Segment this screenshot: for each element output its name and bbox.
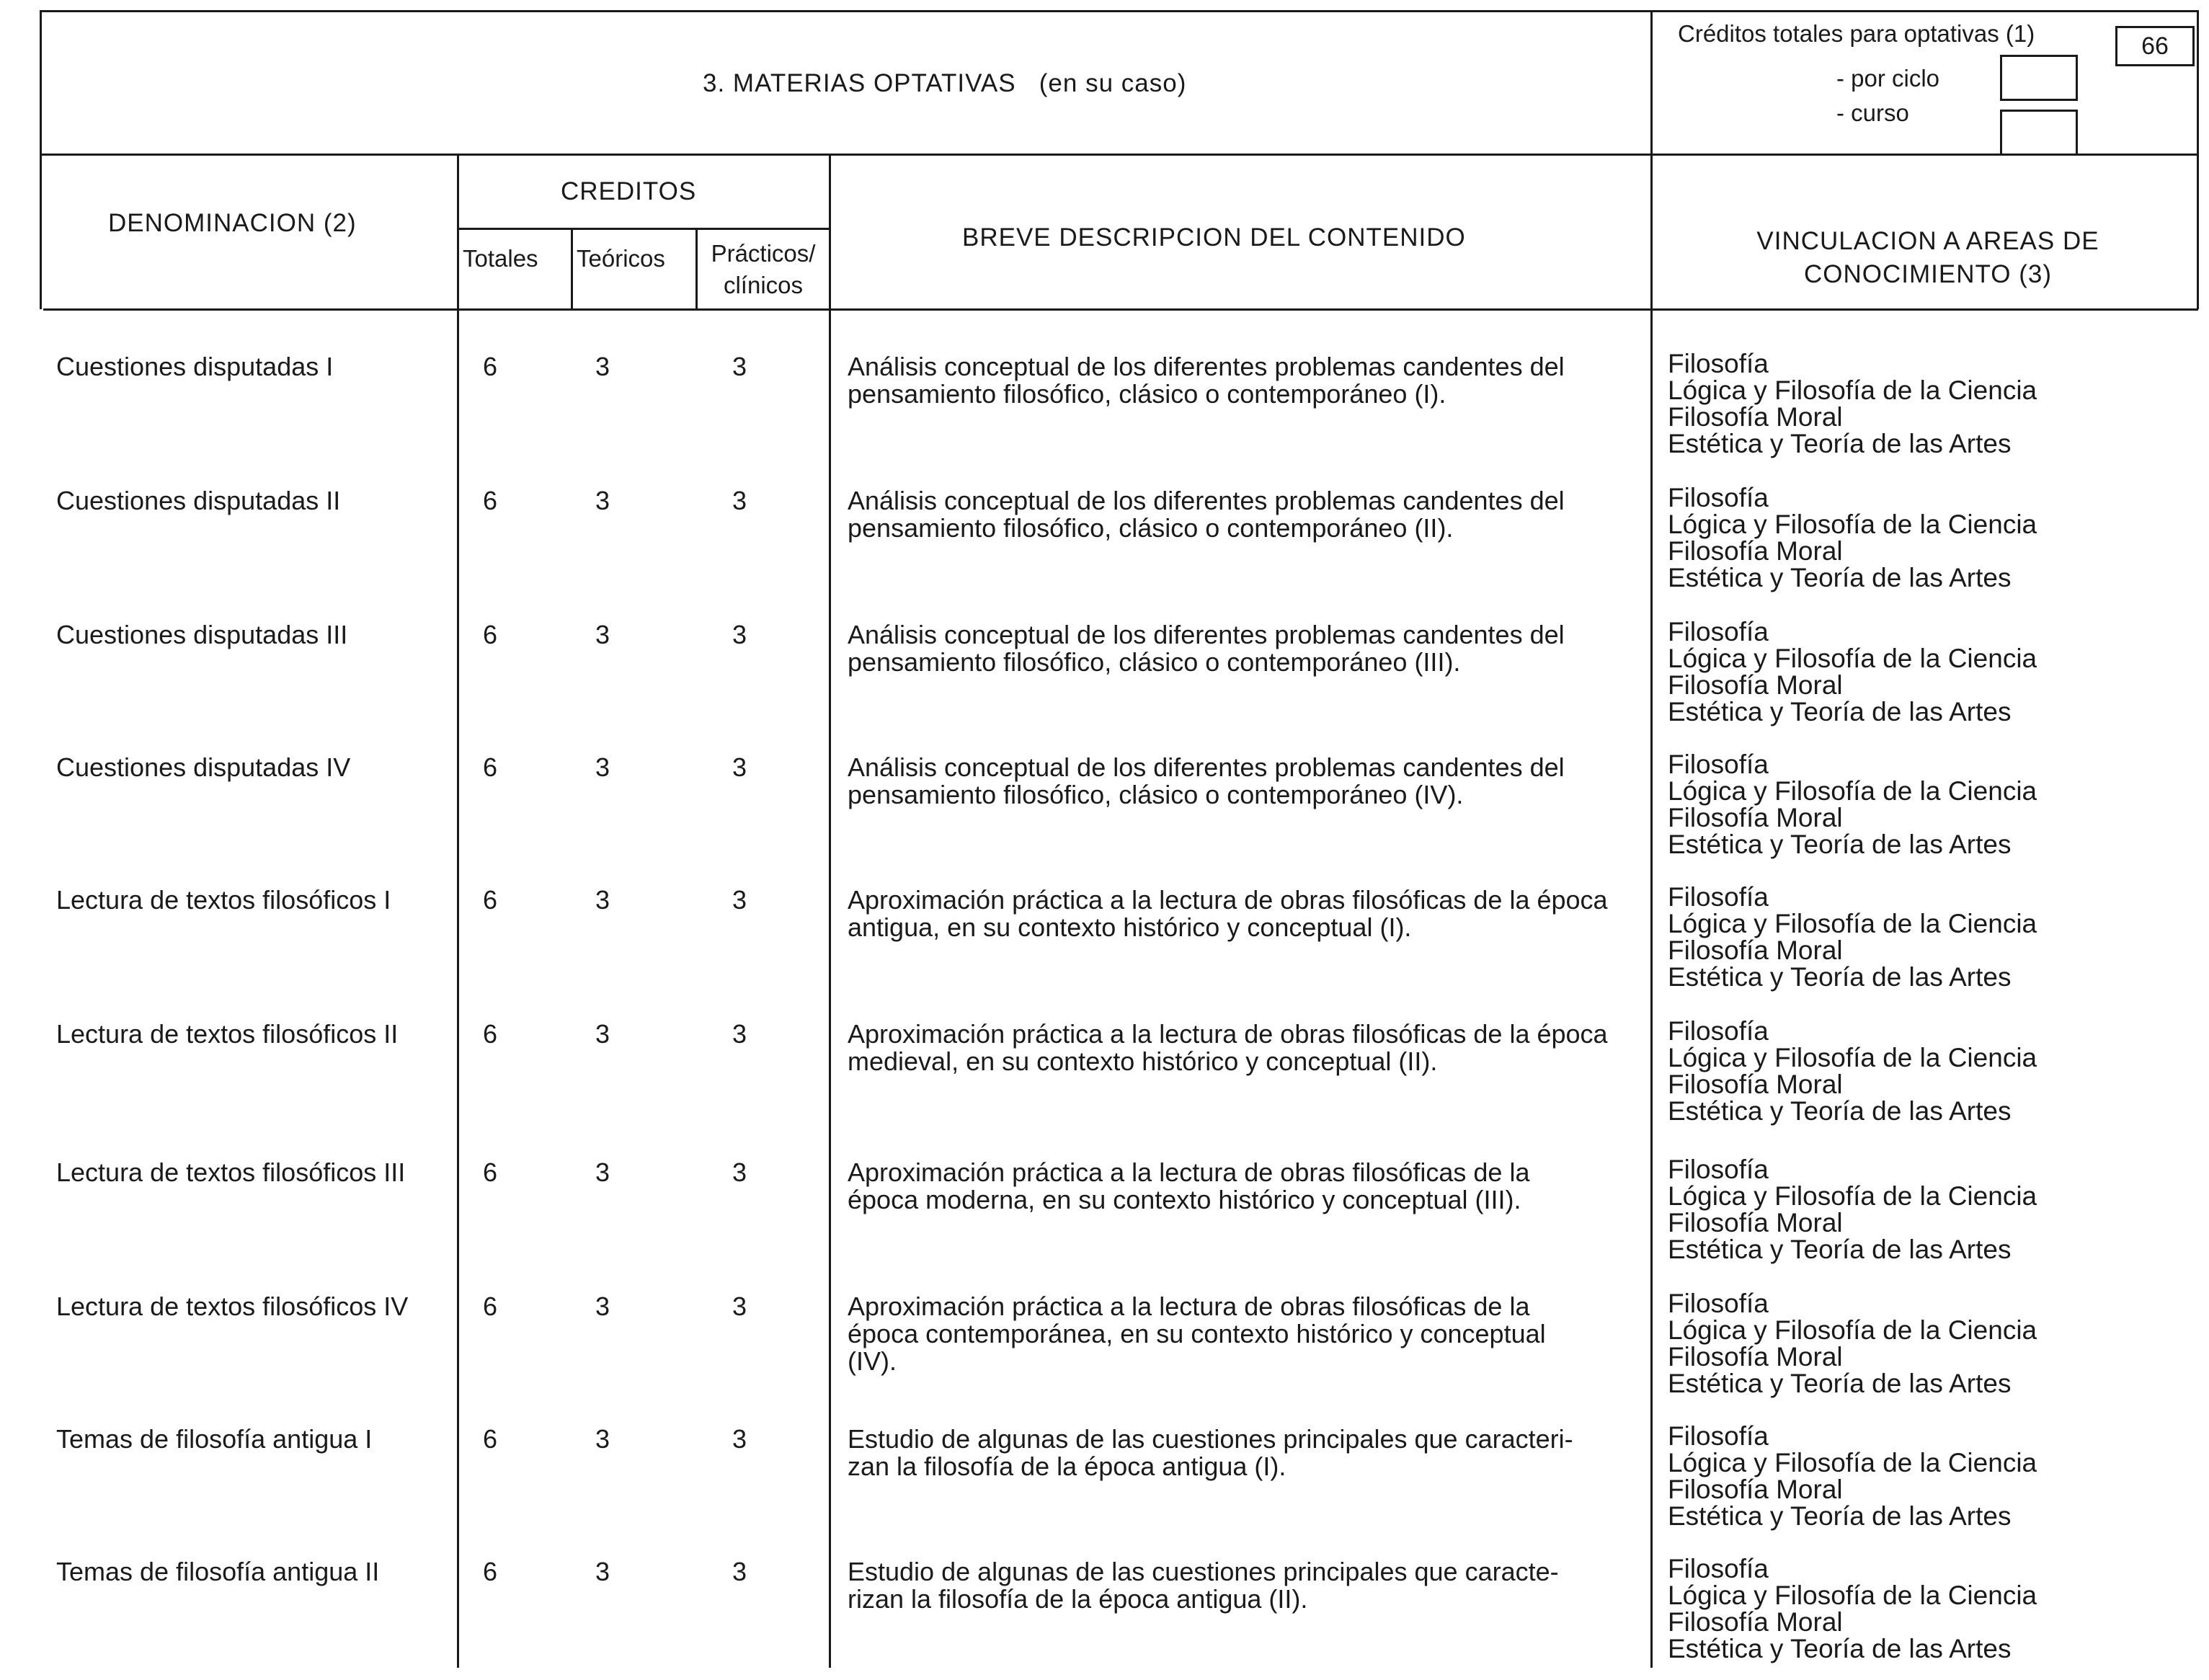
course-description — [848, 754, 1565, 809]
knowledge-areas — [1668, 884, 2037, 990]
knowledge-areas — [1668, 618, 2037, 725]
knowledge-area-item: Filosofía — [1668, 617, 1769, 646]
knowledge-area-item: Filosofía — [1668, 1554, 1769, 1583]
knowledge-area-item: Lógica y Filosofía de la Ciencia — [1668, 1315, 2037, 1345]
knowledge-area-item: Estética y Teoría de las Artes — [1668, 1501, 2012, 1531]
credits-totales: 6 — [483, 620, 498, 649]
course-description-line: Análisis conceptual de los diferentes problemas candentes del — [848, 752, 1565, 782]
section-title — [703, 69, 1186, 98]
credits-totales: 6 — [483, 752, 498, 782]
course-name: Cuestiones disputadas III — [56, 620, 348, 649]
course-name: Lectura de textos filosóficos II — [56, 1019, 399, 1049]
knowledge-area-item: Filosofía Moral — [1668, 803, 1843, 832]
header-teoricos: Teóricos — [577, 245, 665, 272]
course-description-line: Aproximación práctica a la lectura de obras filosóficas de la época — [848, 1019, 1608, 1049]
course-description-line: pensamiento filosófico, clásico o contemporáneo (III). — [848, 647, 1461, 677]
header-descripcion: BREVE DESCRIPCION DEL CONTENIDO — [962, 223, 1466, 252]
header-practicos-line1: Prácticos/ — [711, 240, 816, 267]
course-description-line: pensamiento filosófico, clásico o contemporáneo (I). — [848, 379, 1446, 409]
credits-practicos: 3 — [732, 1557, 747, 1586]
knowledge-area-item: Filosofía Moral — [1668, 1208, 1843, 1237]
course-description — [848, 1558, 1559, 1613]
knowledge-areas — [1668, 1156, 2037, 1263]
curso-box — [2000, 110, 2078, 156]
course-name: Temas de filosofía antigua II — [56, 1557, 380, 1586]
knowledge-area-item: Filosofía — [1668, 483, 1769, 512]
course-description-line: antigua, en su contexto histórico y conceptual (I). — [848, 912, 1412, 942]
knowledge-area-item: Estética y Teoría de las Artes — [1668, 830, 2012, 859]
course-description — [848, 1021, 1608, 1075]
knowledge-area-item: Filosofía Moral — [1668, 402, 1843, 432]
knowledge-area-item: Filosofía Moral — [1668, 1342, 1843, 1372]
course-description-line: pensamiento filosófico, clásico o contemporáneo (II). — [848, 513, 1454, 543]
knowledge-areas — [1668, 1423, 2037, 1529]
course-description-line: época contemporánea, en su contexto histórico y conceptual — [848, 1319, 1546, 1348]
course-description-line: Análisis conceptual de los diferentes problemas candentes del — [848, 352, 1565, 381]
course-name: Lectura de textos filosóficos I — [56, 885, 391, 915]
col-divider-denominacion — [457, 154, 459, 1668]
credits-totales: 6 — [483, 486, 498, 515]
course-description — [848, 621, 1565, 676]
knowledge-area-item: Estética y Teoría de las Artes — [1668, 1369, 2012, 1398]
header-vinculacion-line2: CONOCIMIENTO (3) — [1804, 260, 2052, 288]
knowledge-area-item: Filosofía Moral — [1668, 536, 1843, 566]
credits-practicos: 3 — [732, 1424, 747, 1454]
credits-totales: 6 — [483, 1292, 498, 1321]
header-denominacion: DENOMINACION (2) — [108, 209, 357, 237]
creditos-subheader-divider — [457, 228, 829, 230]
credits-teoricos: 3 — [595, 752, 610, 782]
credits-practicos: 3 — [732, 352, 747, 381]
credits-teoricos: 3 — [595, 1019, 610, 1049]
credits-totales: 6 — [483, 1019, 498, 1049]
course-description — [848, 1159, 1529, 1214]
knowledge-area-item: Filosofía Moral — [1668, 935, 1843, 965]
credits-totales: 6 — [483, 885, 498, 915]
course-description-line: Análisis conceptual de los diferentes problemas candentes del — [848, 620, 1565, 649]
credits-practicos: 3 — [732, 1292, 747, 1321]
col-divider-descripcion — [1650, 10, 1653, 1668]
course-description-line: zan la filosofía de la época antigua (I). — [848, 1452, 1286, 1481]
credits-practicos: 3 — [732, 1157, 747, 1187]
credits-total-label: Créditos totales para optativas (1) — [1678, 20, 2035, 47]
credits-practicos: 3 — [732, 486, 747, 515]
course-description-line: Aproximación práctica a la lectura de obras filosóficas de la — [848, 1292, 1530, 1321]
credits-teoricos: 3 — [595, 1157, 610, 1187]
top-border — [40, 10, 2198, 12]
knowledge-area-item: Filosofía — [1668, 882, 1769, 912]
knowledge-area-item: Filosofía — [1668, 1016, 1769, 1046]
knowledge-areas — [1668, 350, 2037, 457]
knowledge-area-item: Lógica y Filosofía de la Ciencia — [1668, 510, 2037, 539]
course-description-line: pensamiento filosófico, clásico o contemporáneo (IV). — [848, 780, 1464, 809]
knowledge-area-item: Estética y Teoría de las Artes — [1668, 962, 2012, 992]
knowledge-area-item: Estética y Teoría de las Artes — [1668, 1634, 2012, 1663]
course-description — [848, 487, 1565, 542]
knowledge-area-item: Lógica y Filosofía de la Ciencia — [1668, 909, 2037, 938]
knowledge-areas — [1668, 1018, 2037, 1124]
knowledge-areas — [1668, 1555, 2037, 1662]
knowledge-areas — [1668, 751, 2037, 858]
credits-practicos: 3 — [732, 885, 747, 915]
knowledge-area-item: Filosofía Moral — [1668, 1607, 1843, 1637]
course-description-line: (IV). — [848, 1346, 897, 1376]
credits-teoricos: 3 — [595, 885, 610, 915]
header-creditos: CREDITOS — [561, 177, 697, 205]
course-name: Temas de filosofía antigua I — [56, 1424, 373, 1454]
col-divider-creditos — [829, 154, 831, 1668]
curso-label: - curso — [1836, 99, 1909, 126]
header-totales: Totales — [463, 245, 538, 272]
col-divider-totales — [571, 228, 573, 309]
credits-total-box — [2115, 26, 2195, 66]
knowledge-area-item: Estética y Teoría de las Artes — [1668, 697, 2012, 726]
header-vinculacion — [1658, 225, 2198, 291]
credits-totales: 6 — [483, 1157, 498, 1187]
knowledge-area-item: Lógica y Filosofía de la Ciencia — [1668, 375, 2037, 405]
course-description-line: Análisis conceptual de los diferentes problemas candentes del — [848, 486, 1565, 515]
credits-practicos: 3 — [732, 1019, 747, 1049]
credits-totales: 6 — [483, 1424, 498, 1454]
header-practicos-line2: clínicos — [723, 272, 804, 298]
knowledge-area-item: Lógica y Filosofía de la Ciencia — [1668, 776, 2037, 806]
knowledge-area-item: Filosofía — [1668, 1289, 1769, 1318]
credits-teoricos: 3 — [595, 1424, 610, 1454]
course-description — [848, 886, 1608, 941]
knowledge-areas — [1668, 1290, 2037, 1397]
course-name: Cuestiones disputadas II — [56, 486, 341, 515]
por-ciclo-box — [2000, 55, 2078, 101]
course-description — [848, 1293, 1546, 1375]
knowledge-area-item: Filosofía Moral — [1668, 1070, 1843, 1099]
credits-practicos: 3 — [732, 752, 747, 782]
knowledge-area-item: Estética y Teoría de las Artes — [1668, 1096, 2012, 1126]
knowledge-area-item: Filosofía — [1668, 349, 1769, 378]
course-description-line: Estudio de algunas de las cuestiones principales que caracte- — [848, 1557, 1559, 1586]
course-description — [848, 1426, 1573, 1480]
course-description-line: medieval, en su contexto histórico y conceptual (II). — [848, 1046, 1438, 1076]
left-border — [40, 10, 42, 309]
course-name: Cuestiones disputadas I — [56, 352, 334, 381]
credits-total-value: 66 — [2141, 32, 2169, 60]
credits-teoricos: 3 — [595, 620, 610, 649]
knowledge-area-item: Estética y Teoría de las Artes — [1668, 563, 2012, 592]
knowledge-area-item: Lógica y Filosofía de la Ciencia — [1668, 1043, 2037, 1072]
course-name: Lectura de textos filosóficos IV — [56, 1292, 409, 1321]
course-description-line: Aproximación práctica a la lectura de obras filosóficas de la época — [848, 885, 1608, 915]
header-row-divider — [43, 308, 2198, 311]
por-ciclo-label: - por ciclo — [1836, 65, 1940, 92]
knowledge-areas — [1668, 484, 2037, 591]
knowledge-area-item: Lógica y Filosofía de la Ciencia — [1668, 1581, 2037, 1610]
course-description-line: Estudio de algunas de las cuestiones principales que caracteri- — [848, 1424, 1573, 1454]
title-row-divider — [40, 154, 2198, 156]
section-title-main: 3. MATERIAS OPTATIVAS — [703, 69, 1016, 97]
credits-practicos: 3 — [732, 620, 747, 649]
course-name: Cuestiones disputadas IV — [56, 752, 351, 782]
header-vinculacion-line1: VINCULACION A AREAS DE — [1756, 227, 2099, 255]
knowledge-area-item: Lógica y Filosofía de la Ciencia — [1668, 1181, 2037, 1211]
credits-teoricos: 3 — [595, 1557, 610, 1586]
knowledge-area-item: Filosofía — [1668, 1421, 1769, 1451]
course-description — [848, 353, 1565, 408]
knowledge-area-item: Filosofía — [1668, 750, 1769, 779]
header-practicos — [700, 238, 827, 301]
credits-teoricos: 3 — [595, 352, 610, 381]
credits-teoricos: 3 — [595, 486, 610, 515]
knowledge-area-item: Filosofía Moral — [1668, 670, 1843, 700]
credits-totales: 6 — [483, 352, 498, 381]
knowledge-area-item: Lógica y Filosofía de la Ciencia — [1668, 644, 2037, 673]
course-description-line: época moderna, en su contexto histórico y conceptual (III). — [848, 1185, 1521, 1214]
knowledge-area-item: Estética y Teoría de las Artes — [1668, 429, 2012, 458]
col-divider-teoricos — [695, 228, 698, 309]
course-description-line: Aproximación práctica a la lectura de obras filosóficas de la — [848, 1157, 1530, 1187]
knowledge-area-item: Lógica y Filosofía de la Ciencia — [1668, 1448, 2037, 1477]
knowledge-area-item: Filosofía Moral — [1668, 1475, 1843, 1504]
credits-totales: 6 — [483, 1557, 498, 1586]
course-name: Lectura de textos filosóficos III — [56, 1157, 406, 1187]
credits-teoricos: 3 — [595, 1292, 610, 1321]
knowledge-area-item: Estética y Teoría de las Artes — [1668, 1235, 2012, 1264]
course-description-line: rizan la filosofía de la época antigua (II). — [848, 1584, 1308, 1614]
section-title-suffix: (en su caso) — [1039, 69, 1187, 97]
knowledge-area-item: Filosofía — [1668, 1155, 1769, 1184]
